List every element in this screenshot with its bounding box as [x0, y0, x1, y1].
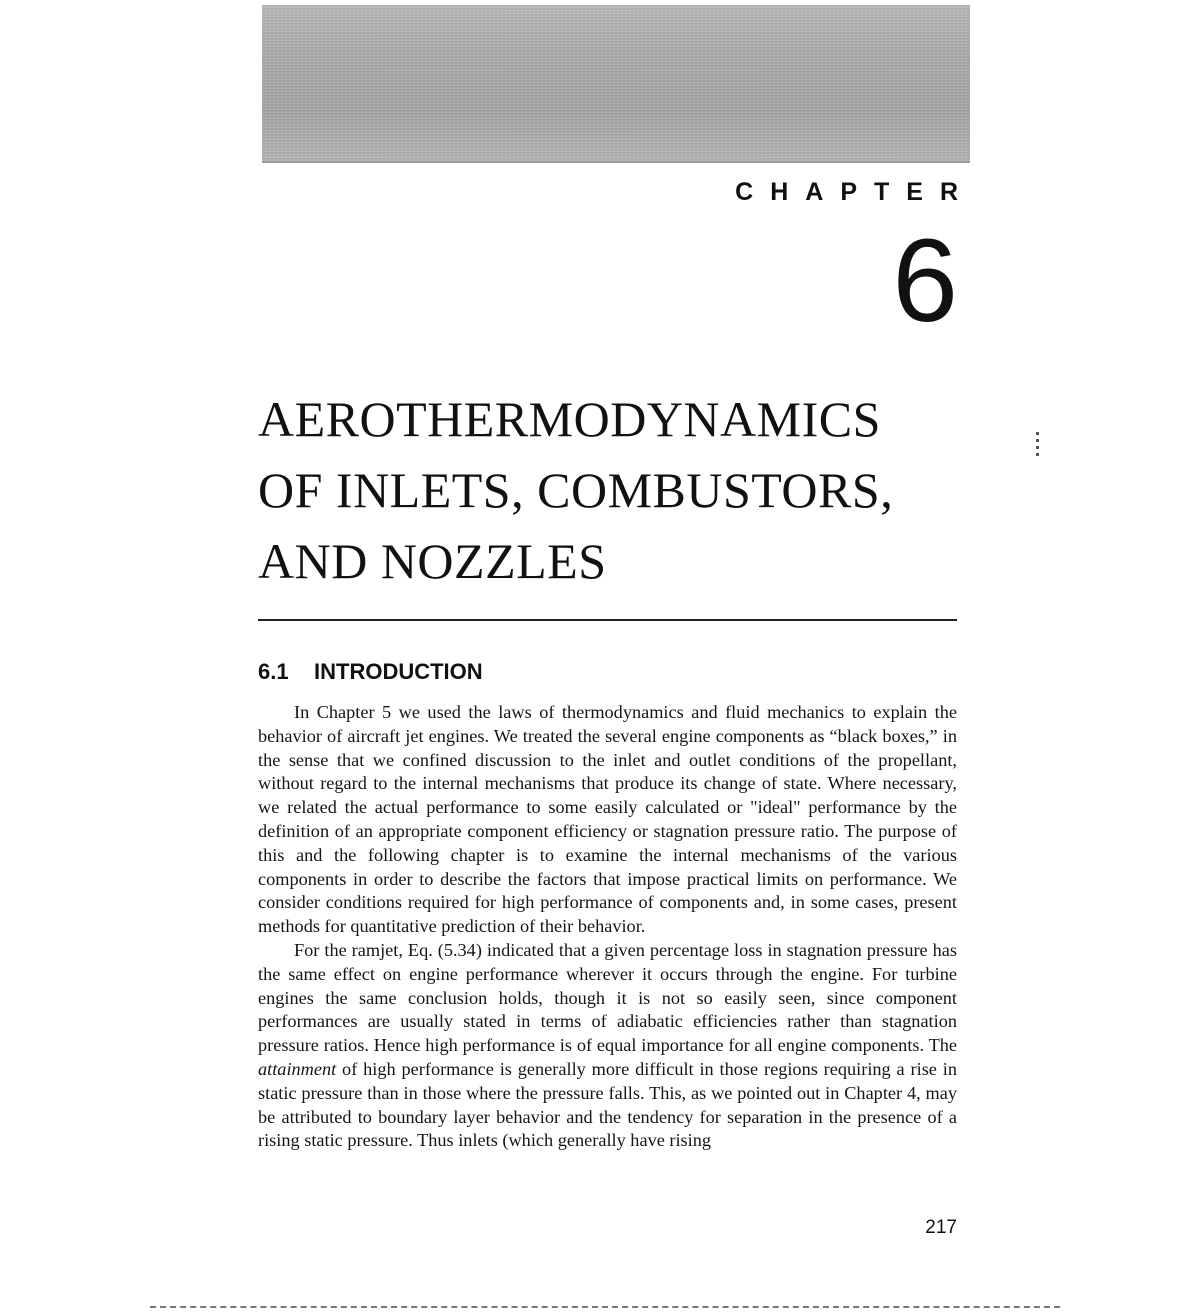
chapter-title: [258, 384, 958, 597]
emphasized-word: attainment: [258, 1058, 337, 1079]
section-number: 6.1: [258, 659, 289, 684]
chapter-label: CHAPTER: [735, 178, 975, 206]
chapter-title-line: AND NOZZLES: [258, 533, 607, 589]
paragraph-text: of high performance is generally more difficult in those regions requiring a rise in static pressure than in those where the pressure falls. This, as we pointed out in Chapter 4, may be attributed to boundary layer behavior and the tendency for separation in the presence of a rising static pressure. Thus inlets (which generally have rising: [258, 1058, 957, 1151]
paragraph: In Chapter 5 we used the laws of thermodynamics and fluid mechanics to explain the behavior of aircraft jet engines. We treated the several engine components as “black boxes,” in the sense that we confined discussion to the inlet and outlet conditions of the propellant, without regard to the internal mechanisms that produce its change of state. Where necessary, we related the actual performance to some easily calculated or "ideal" performance by the definition of an appropriate component efficiency or stagnation pressure ratio. The purpose of this and the following chapter is to examine the internal mechanisms of the various components in order to describe the factors that impose practical limits on performance. We consider conditions required for high performance of components and, in some cases, present methods for quantitative prediction of their behavior.: [258, 702, 957, 937]
chapter-banner-image: [262, 5, 970, 163]
scan-bottom-edge: [150, 1306, 1060, 1308]
scan-margin-marks: [1036, 432, 1039, 456]
section-title: INTRODUCTION: [314, 659, 483, 684]
paragraph-text: For the ramjet, Eq. (5.34) indicated that a given percentage loss in stagnation pressure has the same effect on engine performance wherever it occurs through the engine. For turbine engines the same conclusion holds, though it is not so easily seen, since component performances are usually stated in terms of adiabatic efficiencies rather than stagnation pressure ratios. Hence high performance is of equal importance for all engine components. The: [258, 939, 957, 1056]
title-divider: [258, 619, 957, 621]
section-heading: [258, 659, 483, 685]
chapter-title-line: AEROTHERMODYNAMICS: [258, 391, 881, 447]
body-text: [258, 701, 957, 1153]
paragraph: [258, 939, 957, 1153]
chapter-title-line: OF INLETS, COMBUSTORS,: [258, 462, 894, 518]
chapter-number: 6: [892, 215, 958, 347]
page-number: 217: [925, 1217, 957, 1238]
